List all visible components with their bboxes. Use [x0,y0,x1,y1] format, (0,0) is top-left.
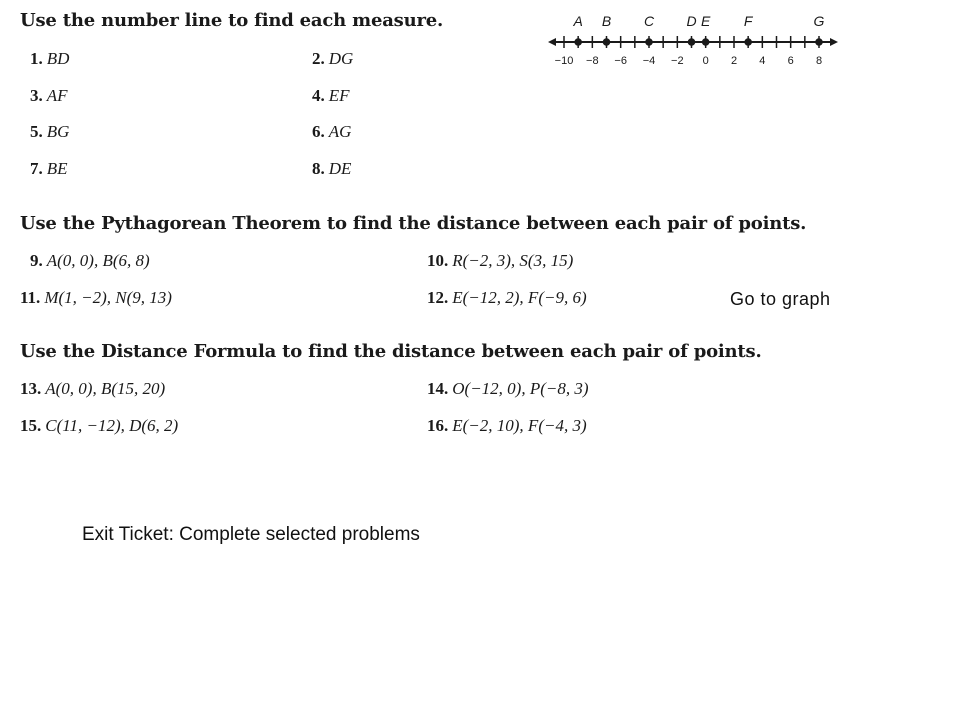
number-line-point-a [574,38,582,46]
number-line-tick-label: −6 [614,55,627,67]
number-line-point-label: E [700,13,711,29]
problem-13 [20,379,165,399]
problem-expression: BD [46,49,70,68]
problem-number: 5. [30,122,43,141]
number-line [540,12,845,74]
problem-9 [30,251,150,271]
number-line-tick-label: −2 [671,55,684,67]
problem-number: 2. [312,49,325,68]
number-line-tick-label: −10 [554,55,574,67]
problem-expression: DG [328,49,354,68]
number-line-point-label: C [643,13,655,29]
problem-14 [427,379,589,399]
number-line-point-d [688,38,696,46]
number-line-tick-label: 2 [730,55,738,67]
problem-expression: EF [328,86,350,105]
number-line-tick-label: 4 [759,55,766,67]
go-to-graph-link[interactable]: Go to graph [730,289,831,309]
number-line-point-label: A [573,13,583,29]
problem-expression: E(−12, 2), F(−9, 6) [452,288,587,307]
problem-expression: AF [46,86,68,105]
problem-number: 15. [20,416,42,435]
problem-number: 6. [312,122,325,141]
problem-expression: BG [46,122,70,141]
problem-expression: BE [46,159,68,178]
number-line-left-arrow [548,38,556,46]
section-heading-number-line: Use the number line to find each measure. [20,10,444,31]
problem-number: 9. [30,251,43,270]
problem-10 [427,251,573,271]
number-line-tick-labels [555,55,822,67]
number-line-tick-label: 8 [815,55,823,67]
problem-expression: R(−2, 3), S(3, 15) [452,251,574,270]
problem-number: 16. [427,416,449,435]
problem-number: 4. [312,86,325,105]
number-line-point-label: D [686,13,697,29]
problem-5 [30,122,69,142]
problem-number: 7. [30,159,43,178]
number-line-point-label: B [601,13,612,29]
problem-8 [312,159,351,179]
section-heading-pythagorean: Use the Pythagorean Theorem to find the distance between each pair of points. [20,213,807,234]
number-line-tick-label: −4 [642,55,656,67]
problem-expression: A(0, 0), B(15, 20) [45,379,166,398]
problem-4 [312,86,350,106]
number-line-tick-label: −8 [586,55,599,67]
problem-number: 13. [20,379,42,398]
number-line-points [572,13,824,46]
problem-6 [312,122,351,142]
problem-expression: O(−12, 0), P(−8, 3) [452,379,589,398]
problem-expression: E(−2, 10), F(−4, 3) [452,416,587,435]
number-line-point-f [744,38,752,46]
number-line-tick-label: 6 [787,55,794,67]
problem-number: 12. [427,288,449,307]
problem-number: 11. [20,288,41,307]
problem-expression: DE [328,159,352,178]
problem-expression: AG [328,122,352,141]
number-line-point-e [702,38,710,46]
number-line-point-b [603,38,611,46]
problem-11 [20,288,172,308]
problem-number: 10. [427,251,449,270]
problem-2 [312,49,353,69]
number-line-point-c [645,38,653,46]
exit-ticket-note: Exit Ticket: Complete selected problems [82,524,420,545]
problem-number: 1. [30,49,43,68]
problem-16 [427,416,587,436]
problem-number: 14. [427,379,449,398]
problem-number: 3. [30,86,43,105]
problem-7 [30,159,68,179]
number-line-point-label: G [813,13,825,29]
number-line-right-arrow [830,38,838,46]
problem-expression: M(1, −2), N(9, 13) [44,288,172,307]
problem-12 [427,288,587,308]
problem-expression: A(0, 0), B(6, 8) [46,251,150,270]
problem-3 [30,86,68,106]
problem-expression: C(11, −12), D(6, 2) [45,416,179,435]
section-heading-distance-formula: Use the Distance Formula to find the distance between each pair of points. [20,341,762,362]
problem-number: 8. [312,159,325,178]
problem-15 [20,416,178,436]
problem-1 [30,49,69,69]
number-line-point-g [815,38,823,46]
number-line-point-label: F [743,13,753,29]
number-line-tick-label: 0 [702,55,709,67]
